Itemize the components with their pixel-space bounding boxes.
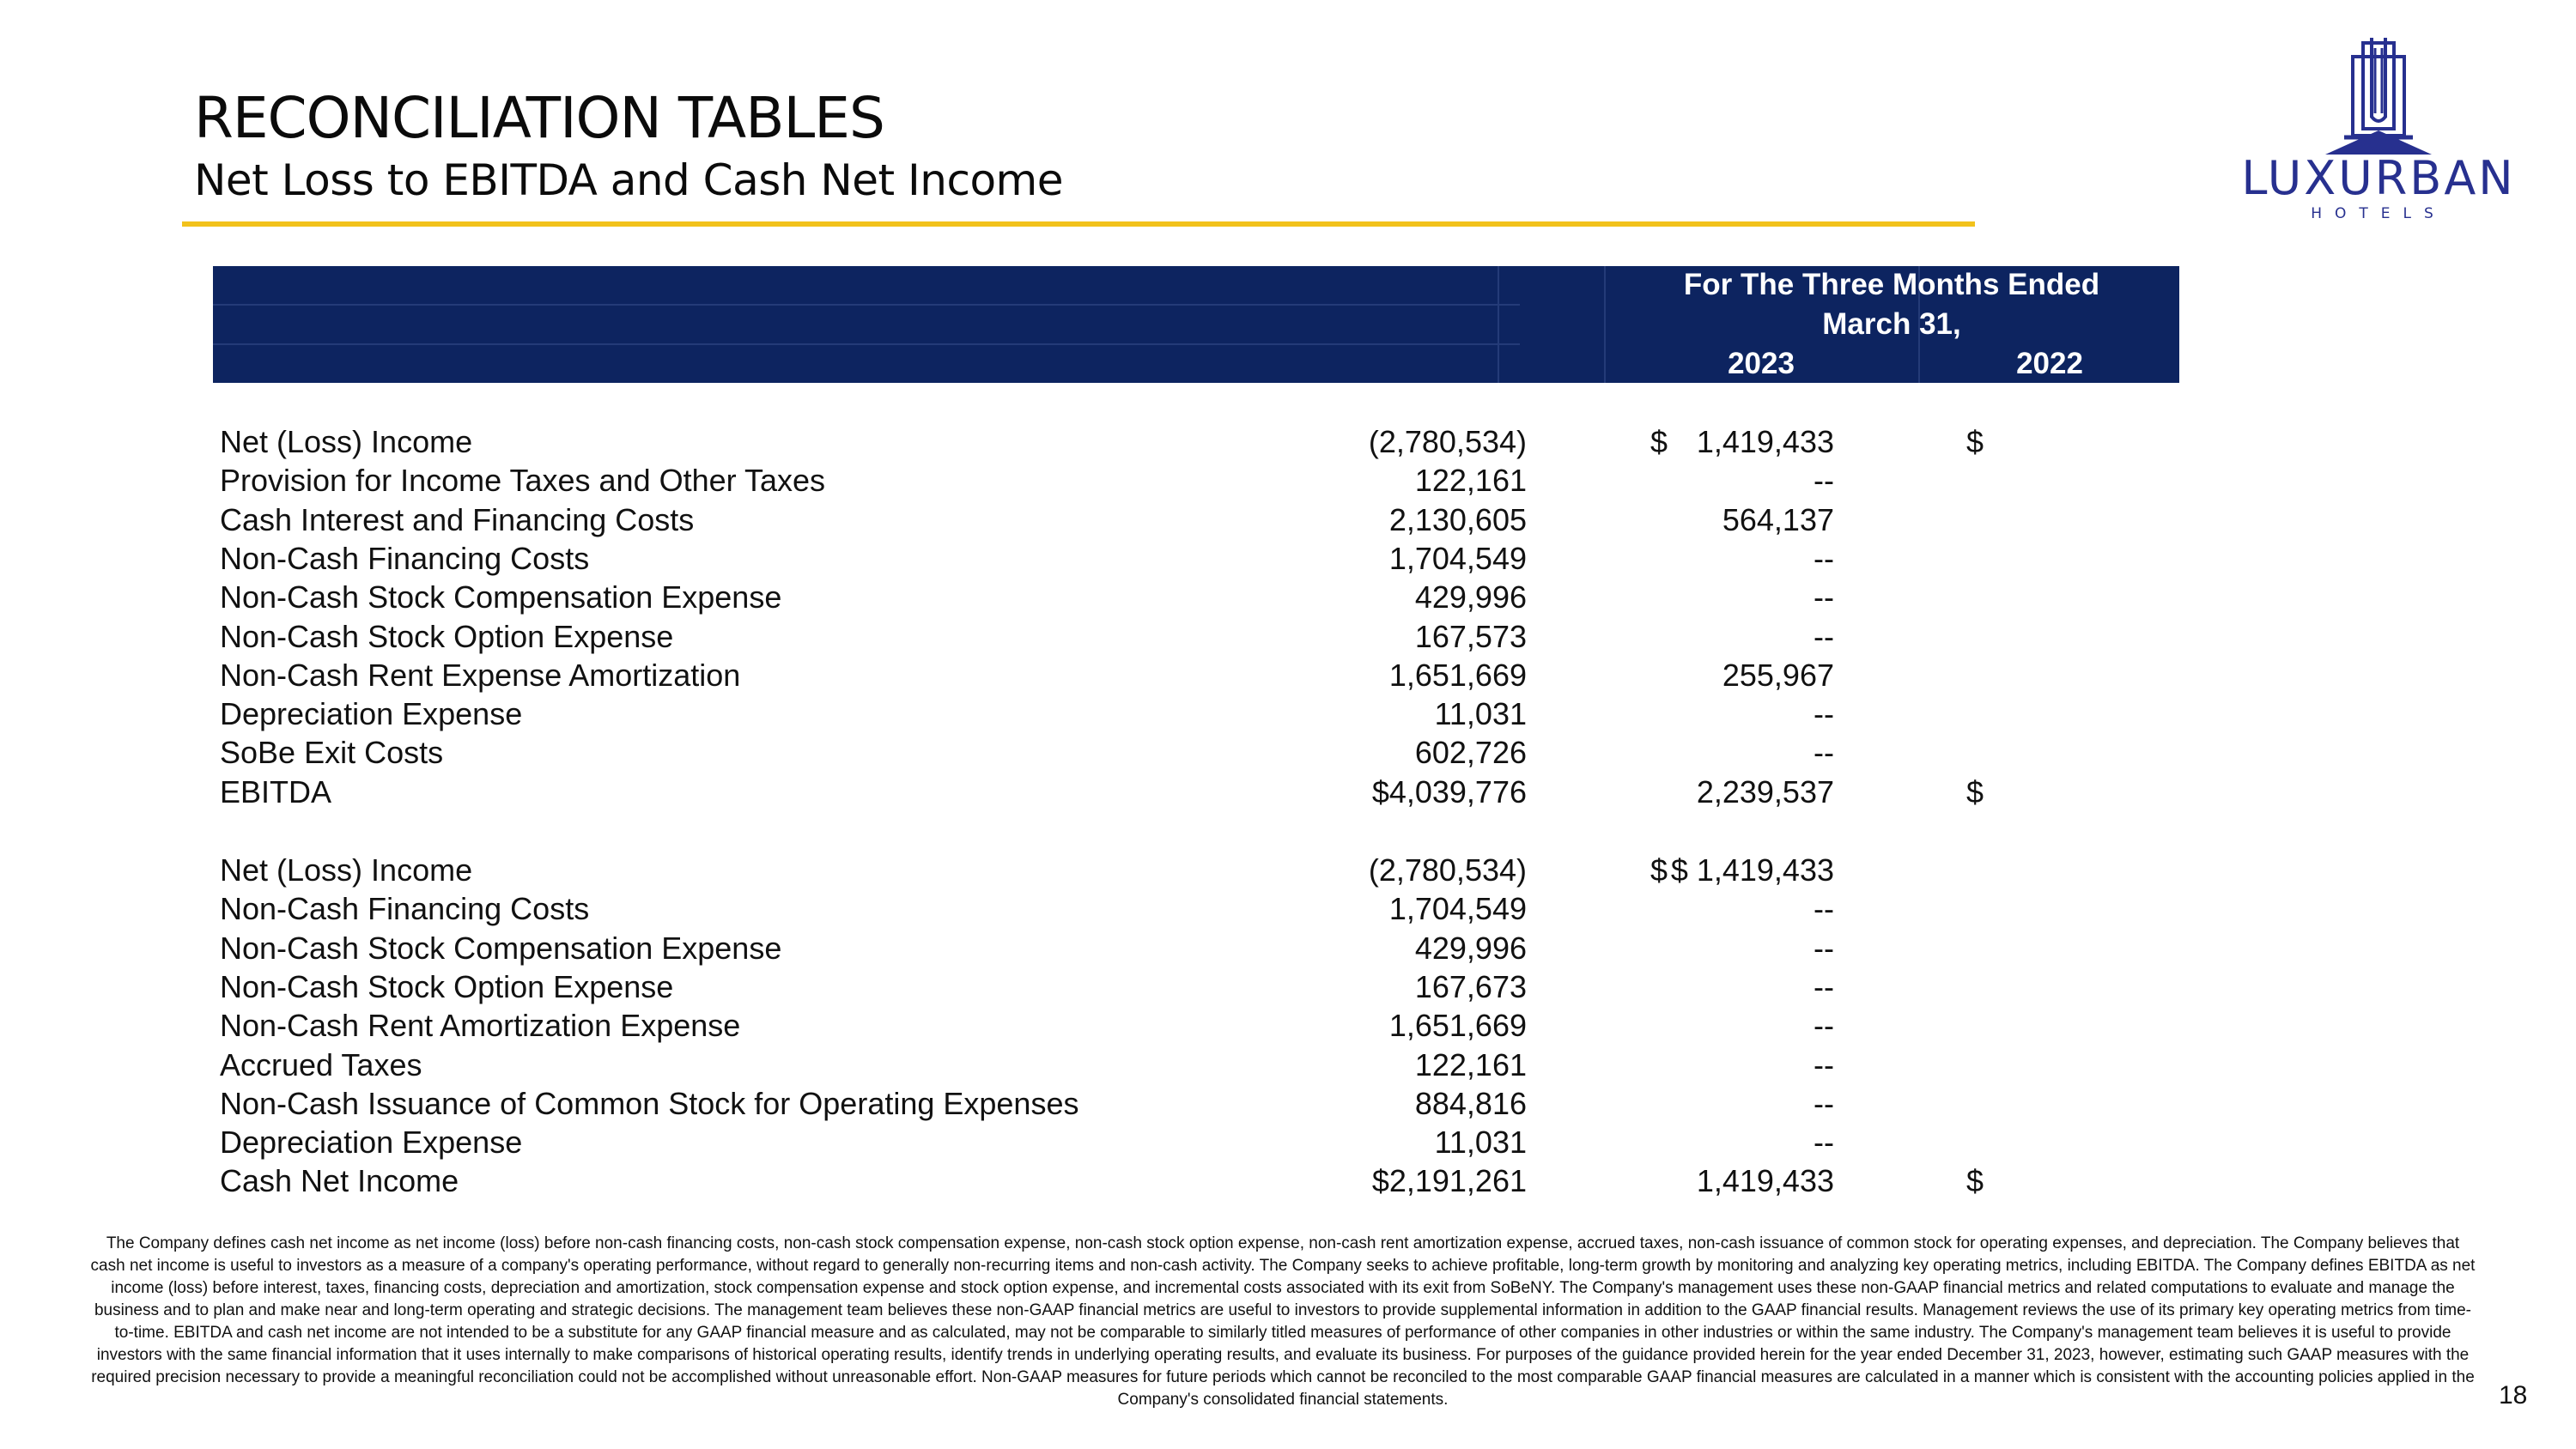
value-2022: $ 1,419,433 (1670, 852, 1834, 888)
row-label: SoBe Exit Costs (220, 735, 444, 771)
value-2023: 11,031 (1434, 696, 1527, 732)
column-header-2022: 2022 (2016, 347, 2083, 380)
value-2022: -- (1814, 579, 1834, 615)
value-2022: -- (1814, 1008, 1834, 1044)
ebitda-row (0, 694, 2198, 733)
cash-net-income-row (0, 1123, 2198, 1161)
value-2022: 2,239,537 (1696, 773, 1834, 809)
value-2022: -- (1814, 1085, 1834, 1121)
value-2022: -- (1814, 1046, 1834, 1082)
row-label: Non-Cash Rent Amortization Expense (220, 1008, 741, 1044)
value-2023: (2,780,534) (1368, 424, 1527, 459)
value-2022: 1,419,433 (1696, 424, 1834, 459)
value-2022: -- (1814, 540, 1834, 576)
title-underline (182, 221, 1975, 227)
value-2023: 167,673 (1414, 968, 1527, 1004)
logo-wordmark: LUXURBAN (2241, 151, 2516, 205)
value-2022: -- (1814, 463, 1834, 499)
currency-2023: $ (1650, 852, 1668, 888)
row-label: Net (Loss) Income (220, 424, 473, 459)
cash-net-income-row (0, 967, 2198, 1006)
currency-2022: $ (1966, 1163, 1984, 1199)
value-2022: -- (1814, 891, 1834, 927)
value-2023: 2,130,605 (1388, 501, 1527, 537)
ebitda-row (0, 733, 2198, 772)
cash-net-income-row (0, 929, 2198, 967)
ebitda-row (0, 656, 2198, 694)
cash-net-income-row (0, 851, 2198, 889)
cash-net-income-row (0, 889, 2198, 928)
value-2022: 255,967 (1722, 657, 1834, 693)
value-2023: 1,704,549 (1388, 891, 1527, 927)
page-subtitle: Net Loss to EBITDA and Cash Net Income (194, 155, 1064, 205)
row-label: Non-Cash Financing Costs (220, 891, 590, 927)
row-label: Cash Net Income (220, 1163, 459, 1199)
row-label: Depreciation Expense (220, 1125, 523, 1161)
row-label: Non-Cash Issuance of Common Stock for Operating Expenses (220, 1085, 1079, 1121)
row-label: Non-Cash Financing Costs (220, 540, 590, 576)
currency-2022: $ (1966, 424, 1984, 459)
value-2023: 122,161 (1414, 463, 1527, 499)
ebitda-row (0, 578, 2198, 616)
currency-2023: $ (1650, 424, 1668, 459)
row-label: Net (Loss) Income (220, 852, 473, 888)
value-2023: $4,039,776 (1371, 773, 1527, 809)
hotel-building-icon (2215, 34, 2542, 155)
cash-net-income-row (0, 1161, 2198, 1200)
row-label: Non-Cash Stock Option Expense (220, 618, 674, 654)
row-label: Provision for Income Taxes and Other Taxes (220, 463, 826, 499)
value-2023: 429,996 (1414, 930, 1527, 966)
value-2022: -- (1814, 735, 1834, 771)
row-label: Non-Cash Stock Option Expense (220, 968, 674, 1004)
header-divider (1498, 266, 1499, 383)
value-2022: -- (1814, 930, 1834, 966)
ebitda-row (0, 500, 2198, 539)
row-label: Cash Interest and Financing Costs (220, 501, 695, 537)
value-2022: 564,137 (1722, 501, 1834, 537)
row-label: Depreciation Expense (220, 696, 523, 732)
value-2022: -- (1814, 618, 1834, 654)
row-label: Accrued Taxes (220, 1046, 422, 1082)
value-2022: -- (1814, 968, 1834, 1004)
cash-net-income-row (0, 1084, 2198, 1123)
value-2023: 122,161 (1414, 1046, 1527, 1082)
value-2023: 602,726 (1414, 735, 1527, 771)
header-row-divider (213, 304, 1520, 306)
value-2023: 884,816 (1414, 1085, 1527, 1121)
row-label: Non-Cash Rent Expense Amortization (220, 657, 741, 693)
logo-tagline: HOTELS (2311, 205, 2446, 222)
value-2023: 1,651,669 (1388, 1008, 1527, 1044)
value-2022: -- (1814, 1125, 1834, 1161)
row-label: Non-Cash Stock Compensation Expense (220, 579, 782, 615)
company-logo (2215, 34, 2542, 232)
row-label: EBITDA (220, 773, 332, 809)
ebitda-row (0, 461, 2198, 500)
column-header-2023: 2023 (1728, 347, 1795, 380)
table-header (213, 266, 2179, 383)
ebitda-row (0, 422, 2198, 461)
value-2022: 1,419,433 (1696, 1163, 1834, 1199)
value-2023: 1,651,669 (1388, 657, 1527, 693)
value-2023: 11,031 (1434, 1125, 1527, 1161)
value-2023: 167,573 (1414, 618, 1527, 654)
period-heading: For The Three Months Ended (1683, 268, 2100, 301)
page-number: 18 (2499, 1381, 2528, 1410)
row-label: Non-Cash Stock Compensation Expense (220, 930, 782, 966)
period-date-heading: March 31, (1822, 307, 1961, 341)
value-2022: -- (1814, 696, 1834, 732)
value-2023: (2,780,534) (1368, 852, 1527, 888)
value-2023: 1,704,549 (1388, 540, 1527, 576)
value-2023: $2,191,261 (1371, 1163, 1527, 1199)
cash-net-income-row (0, 1006, 2198, 1045)
currency-2022: $ (1966, 773, 1984, 809)
page-title: RECONCILIATION TABLES (194, 85, 884, 151)
footnote-disclaimer: The Company defines cash net income as net income (loss) before non-cash financing costs, non-cash stock compensation expense, non-cash stock option expense, non-cash rent amortization expense, accrued taxes, non-cash issuance of common stock for operating expenses, and depreciation. The Company believes that cash net income is useful to investors as a measure of a company's operating performance, without regard to generally non-recurring items and non-cash activity. The Company seeks to achieve profitable, long-term growth by monitoring and analyzing key operating metrics, including EBITDA. The Company defines EBITDA as net income (loss) before interest, taxes, financing costs, depreciation and amortization, stock compensation expense and stock option expense, and incremental costs associated with its exit from SoBeNY. The Company's management uses these non-GAAP financial metrics and related computations to evaluate and manage the business and to plan and make near and long-term operating and strategic decisions. The management team believes these non-GAAP financial metrics are useful to investors to provide supplemental information in addition to the GAAP financial results. Management reviews the use of its primary key operating metrics from time-to-time. EBITDA and cash net income are not intended to be a substitute for any GAAP financial measure and as calculated, may not be comparable to similarly titled measures of performance of other companies in other industries or within the same industry. The Company's management team believes it is useful to provide investors with the same financial information that it uses internally to make comparisons of historical operating results, identify trends in underlying operating results, and evaluate its business. For purposes of the guidance provided herein for the year ended December 31, 2023, however, estimating such GAAP measures with the required precision necessary to provide a meaningful reconciliation could not be accomplished without unreasonable effort. Non-GAAP measures for future periods which cannot be reconciled to the most comparable GAAP financial measures are calculated in a manner which is consistent with the accounting policies applied in the Company's consolidated financial statements. (90, 1234, 2476, 1409)
ebitda-row (0, 773, 2198, 811)
value-2023: 429,996 (1414, 579, 1527, 615)
header-row-divider (213, 343, 1520, 345)
ebitda-row (0, 617, 2198, 656)
ebitda-row (0, 539, 2198, 578)
cash-net-income-row (0, 1046, 2198, 1084)
